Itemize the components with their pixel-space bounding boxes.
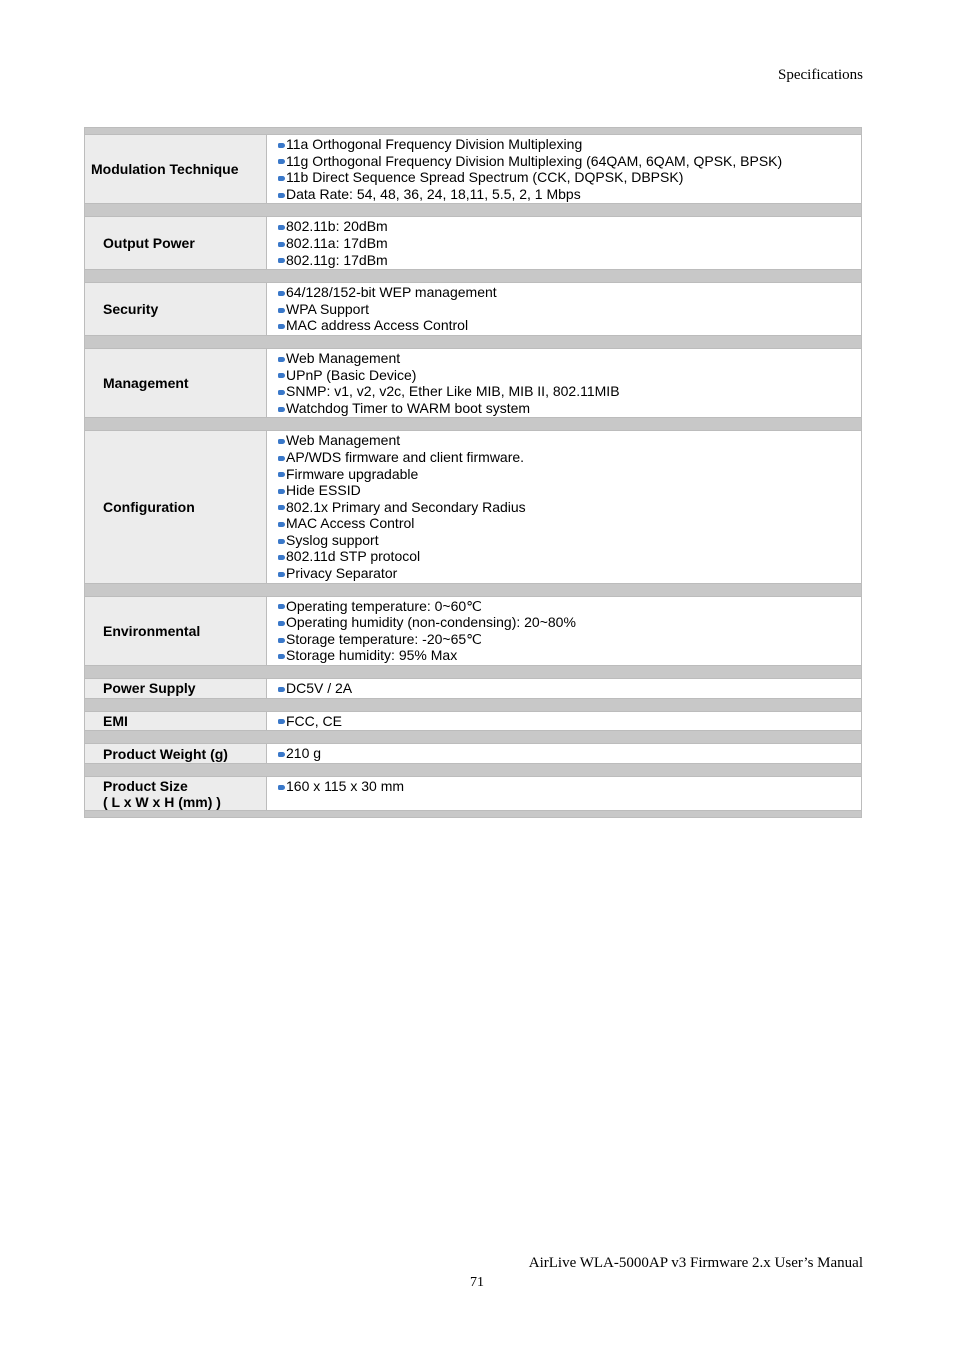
bullet-icon <box>278 258 285 263</box>
bullet-icon <box>278 291 285 296</box>
spec-values <box>267 597 861 665</box>
bullet-icon <box>278 752 285 757</box>
page-header-section: Specifications <box>778 67 863 83</box>
bullet-icon <box>278 143 285 148</box>
row-separator <box>85 204 861 216</box>
bullet-icon <box>278 539 285 544</box>
row-separator <box>85 731 861 743</box>
bullet-icon <box>278 472 285 477</box>
list-item: Privacy Separator <box>278 565 861 582</box>
bullet-icon <box>278 638 285 643</box>
spec-values <box>267 431 861 582</box>
spec-values <box>267 283 861 335</box>
spec-label: Modulation Technique <box>85 135 267 203</box>
bullet-icon <box>278 785 285 790</box>
bullet-icon <box>278 407 285 412</box>
row-separator <box>85 418 861 430</box>
list-item: 64/128/152-bit WEP management <box>278 284 861 301</box>
row-separator <box>85 811 861 817</box>
list-item: Web Management <box>278 350 861 367</box>
spec-label <box>85 777 267 810</box>
spec-row-configuration <box>85 430 861 583</box>
bullet-icon <box>278 456 285 461</box>
bullet-icon <box>278 555 285 560</box>
spec-label: Output Power <box>85 217 267 269</box>
row-separator <box>85 270 861 282</box>
spec-values <box>267 349 861 417</box>
list-item: MAC address Access Control <box>278 317 861 334</box>
list-item: 802.11g: 17dBm <box>278 252 861 269</box>
bullet-icon <box>278 439 285 444</box>
bullet-icon <box>278 505 285 510</box>
list-item: SNMP: v1, v2, v2c, Ether Like MIB, MIB II, 802.11MIB <box>278 383 861 400</box>
spec-label-line: ( L x W x H (mm) ) <box>103 793 221 810</box>
list-item: Hide ESSID <box>278 482 861 499</box>
list-item: AP/WDS firmware and client firmware. <box>278 449 861 466</box>
bullet-icon <box>278 357 285 362</box>
specifications-table <box>84 127 862 818</box>
spec-row-modulation <box>85 134 861 204</box>
row-separator <box>85 764 861 776</box>
bullet-icon <box>278 225 285 230</box>
list-item: Operating temperature: 0~60℃ <box>278 598 861 615</box>
bullet-icon <box>278 324 285 329</box>
spec-row-product-weight <box>85 743 861 764</box>
list-item: 160 x 115 x 30 mm <box>278 778 861 795</box>
list-item: Data Rate: 54, 48, 36, 24, 18,11, 5.5, 2, 1 Mbps <box>278 186 861 203</box>
list-item: Watchdog Timer to WARM boot system <box>278 400 861 417</box>
spec-values <box>267 712 861 731</box>
bullet-icon <box>278 373 285 378</box>
list-item: 802.11b: 20dBm <box>278 218 861 235</box>
list-item: Storage temperature: -20~65℃ <box>278 631 861 648</box>
bullet-icon <box>278 242 285 247</box>
spec-row-management <box>85 348 861 418</box>
bullet-icon <box>278 604 285 609</box>
spec-label: Configuration <box>85 431 267 582</box>
bullet-icon <box>278 572 285 577</box>
spec-label: Security <box>85 283 267 335</box>
list-item: MAC Access Control <box>278 515 861 532</box>
list-item: 11b Direct Sequence Spread Spectrum (CCK, DQPSK, DBPSK) <box>278 169 861 186</box>
spec-row-security <box>85 282 861 336</box>
bullet-icon <box>278 719 285 724</box>
list-item: 11a Orthogonal Frequency Division Multiplexing <box>278 136 861 153</box>
spec-values <box>267 135 861 203</box>
bullet-icon <box>278 621 285 626</box>
page-number: 71 <box>470 1275 484 1290</box>
row-separator <box>85 699 861 711</box>
spec-label: EMI <box>85 712 267 731</box>
list-item: DC5V / 2A <box>278 680 861 697</box>
list-item: Operating humidity (non-condensing): 20~80% <box>278 614 861 631</box>
spec-row-output-power <box>85 216 861 270</box>
spec-label: Management <box>85 349 267 417</box>
row-separator <box>85 336 861 348</box>
list-item: FCC, CE <box>278 713 861 730</box>
list-item: UPnP (Basic Device) <box>278 367 861 384</box>
spec-values <box>267 744 861 763</box>
list-item: 11g Orthogonal Frequency Division Multiplexing (64QAM, 6QAM, QPSK, BPSK) <box>278 153 861 170</box>
list-item: 802.11a: 17dBm <box>278 235 861 252</box>
bullet-icon <box>278 687 285 692</box>
bullet-icon <box>278 390 285 395</box>
spec-row-emi <box>85 711 861 732</box>
list-item: Web Management <box>278 432 861 449</box>
row-separator <box>85 584 861 596</box>
bullet-icon <box>278 308 285 313</box>
spec-row-product-size <box>85 776 861 811</box>
spec-values <box>267 679 861 698</box>
spec-label: Product Weight (g) <box>85 744 267 763</box>
footer-manual-title: AirLive WLA-5000AP v3 Firmware 2.x User’s Manual <box>528 1255 863 1271</box>
spec-values <box>267 217 861 269</box>
list-item: Storage humidity: 95% Max <box>278 647 861 664</box>
bullet-icon <box>278 489 285 494</box>
spec-label: Environmental <box>85 597 267 665</box>
spec-label-line: Product Size <box>103 777 188 794</box>
list-item: WPA Support <box>278 301 861 318</box>
bullet-icon <box>278 159 285 164</box>
bullet-icon <box>278 176 285 181</box>
spec-row-power-supply <box>85 678 861 699</box>
bullet-icon <box>278 193 285 198</box>
list-item: 802.11d STP protocol <box>278 548 861 565</box>
row-separator <box>85 666 861 678</box>
spec-values <box>267 777 861 810</box>
list-item: 210 g <box>278 745 861 762</box>
list-item: Syslog support <box>278 532 861 549</box>
spec-row-environmental <box>85 596 861 666</box>
spec-label: Power Supply <box>85 679 267 698</box>
bullet-icon <box>278 654 285 659</box>
list-item: 802.1x Primary and Secondary Radius <box>278 499 861 516</box>
list-item: Firmware upgradable <box>278 466 861 483</box>
bullet-icon <box>278 522 285 527</box>
